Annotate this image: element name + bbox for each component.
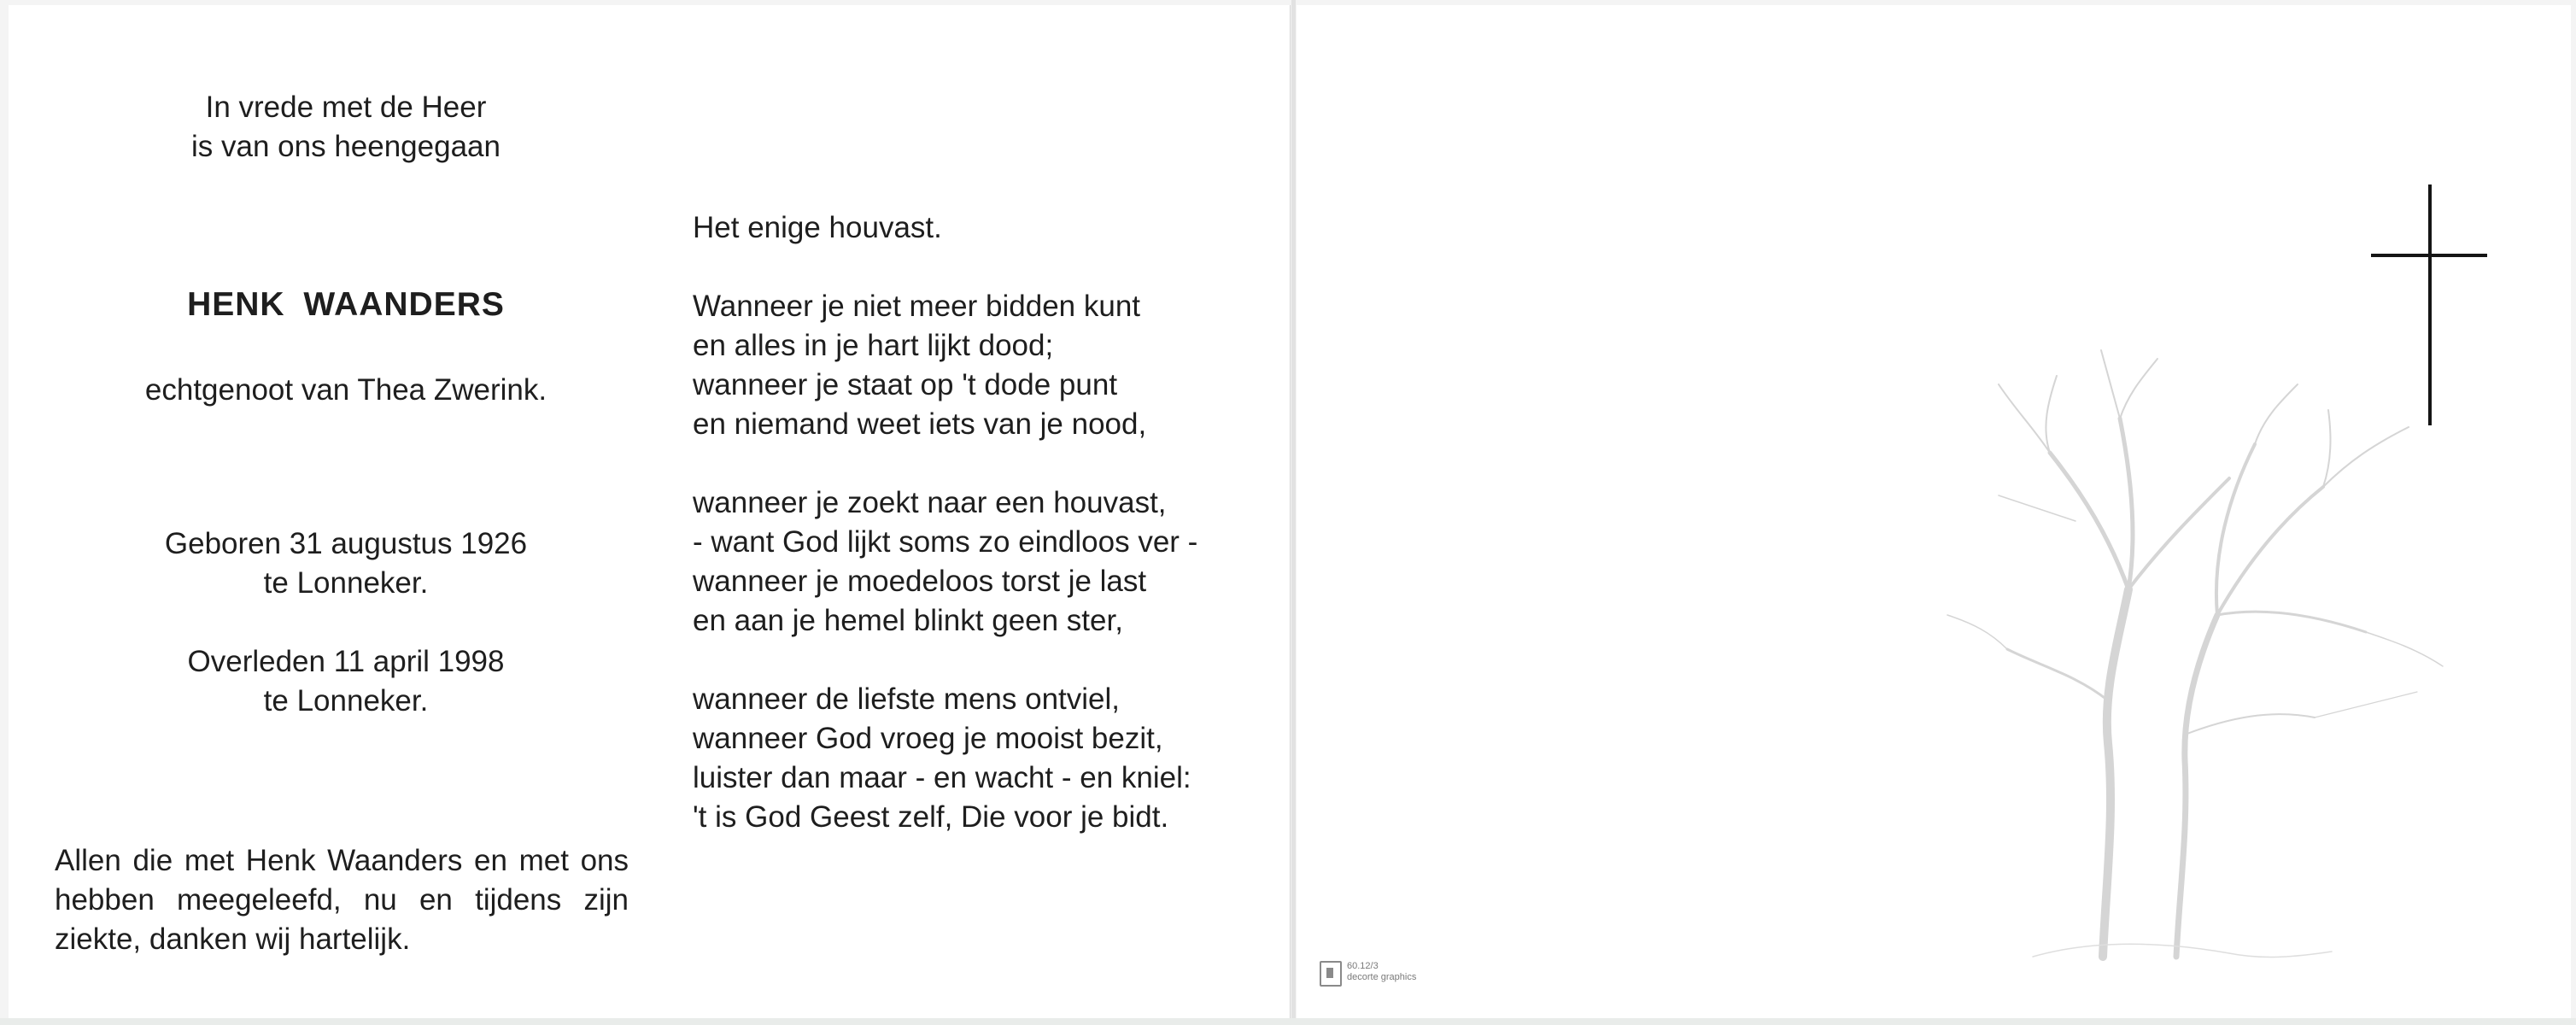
deceased-name: HENK WAANDERS: [187, 286, 505, 323]
bare-tree-illustration: [1905, 333, 2451, 982]
card-fold: [1291, 0, 1296, 1025]
poem-stanza: Wanneer je niet meer bidden kunt en alles in je hart lijkt dood; wanneer je staat op 't dode punt en niemand weet iets van je nood,: [693, 290, 1147, 441]
publisher-logo: [1320, 961, 1416, 987]
publisher-logo-icon: [1320, 961, 1342, 987]
spouse-line: echtgenoot van Thea Zwerink.: [144, 373, 547, 407]
poem-stanza: wanneer je zoekt naar een houvast, - want God lijkt soms zo eindloos ver - wanneer je moedeloos torst je last en aan je hemel blinkt geen ster,: [693, 486, 1198, 637]
poem: [693, 208, 1197, 837]
death-info: Overleden 11 april 1998 te Lonneker.: [187, 645, 505, 718]
poem-title: Het enige houvast.: [693, 211, 942, 244]
intro-text: In vrede met de Heer is van ons heengegaan: [191, 91, 501, 163]
scan-bottom-edge: [0, 1018, 2576, 1025]
publisher-name: decorte graphics: [1347, 972, 1417, 982]
birth-info: Geboren 31 augustus 1926 te Lonneker.: [164, 527, 528, 600]
poem-stanza: wanneer de liefste mens ontviel, wanneer God vroeg je mooist bezit, luister dan maar - en wacht - en kniel: 't is God Geest zelf, Die voor je bidt.: [693, 682, 1191, 834]
publisher-code: 60.12/3: [1347, 961, 1379, 971]
thanks-text: Allen die met Henk Waanders en met ons hebben meegeleefd, nu en tijdens zijn ziekte, danken wij hartelijk.: [55, 844, 629, 956]
cross-horizontal-bar: [2371, 254, 2487, 257]
